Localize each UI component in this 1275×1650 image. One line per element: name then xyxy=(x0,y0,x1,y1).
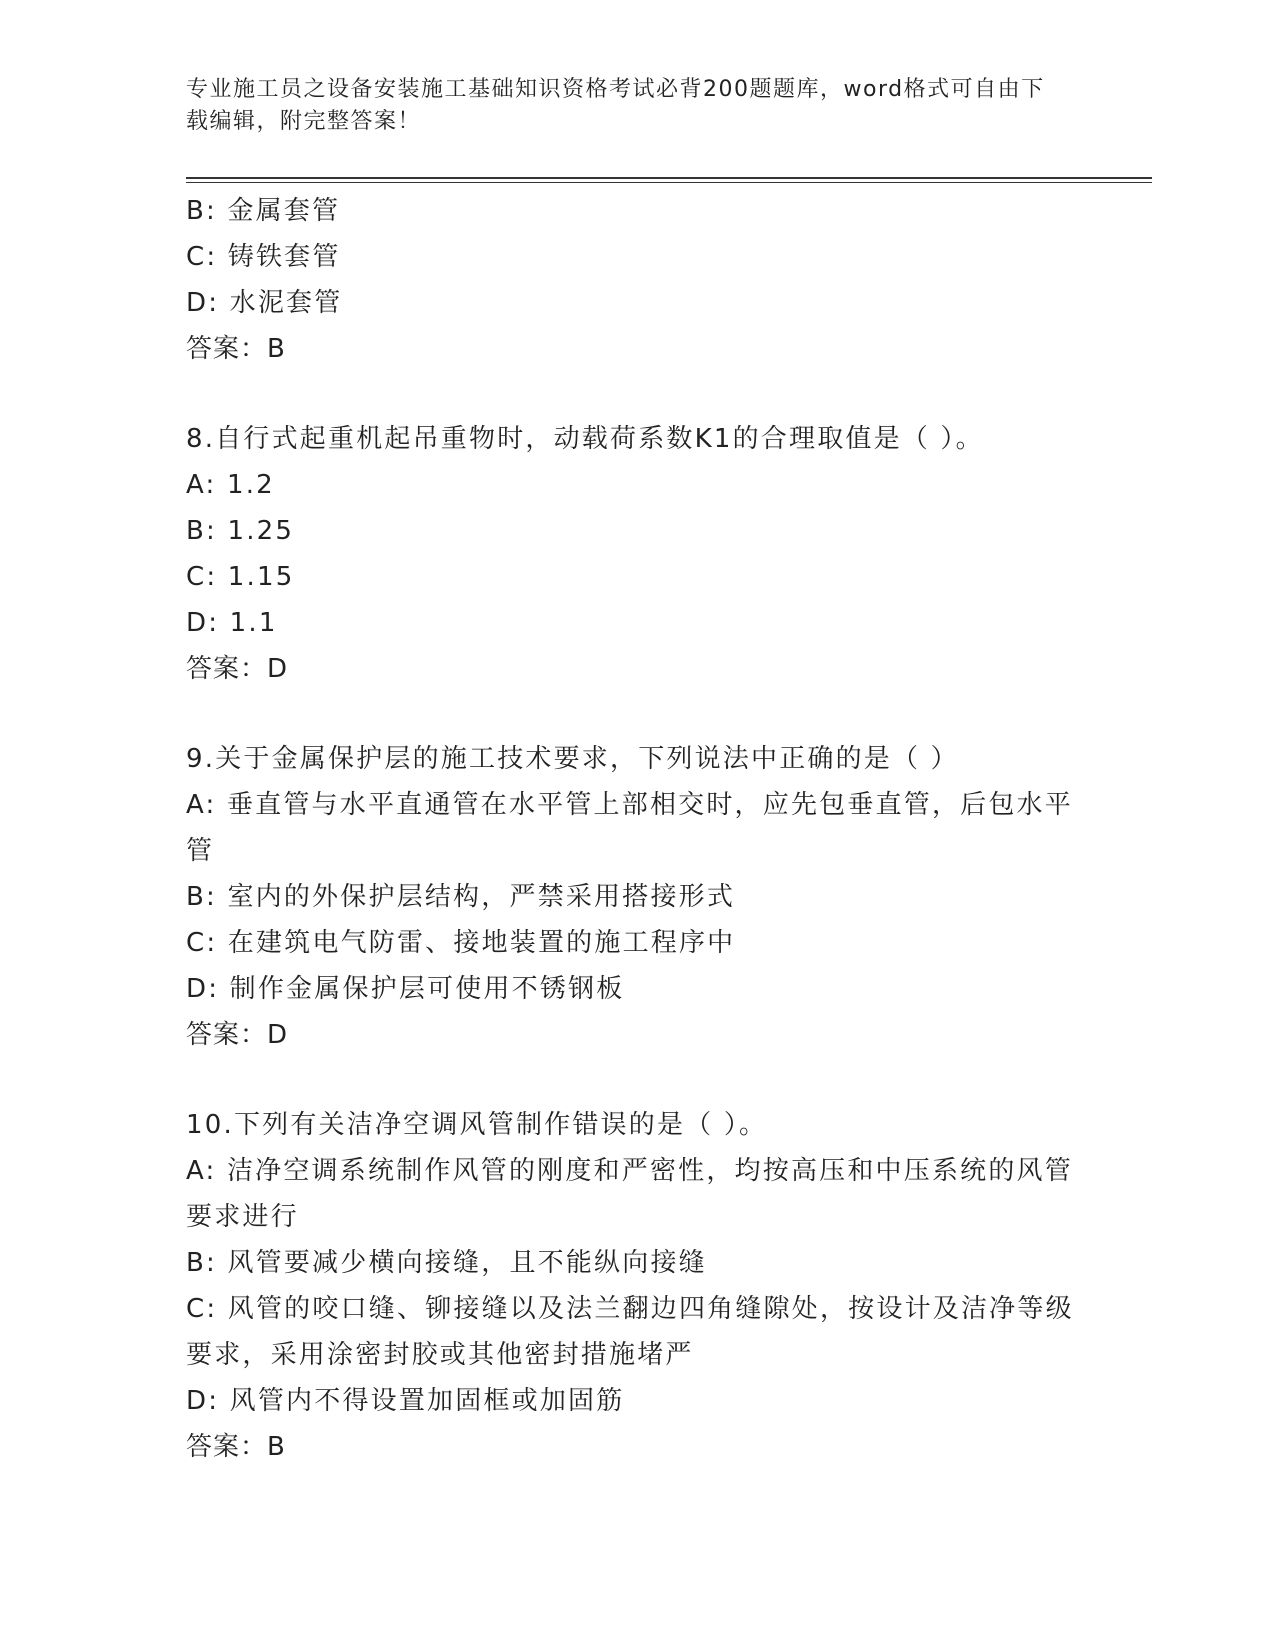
option-c: C: 1.15 xyxy=(186,562,295,592)
option-a: A: 洁净空调系统制作风管的刚度和严密性，均按高压和中压系统的风管要求进行 xyxy=(186,1156,1073,1232)
header-divider xyxy=(186,177,1152,183)
question-block-7-partial xyxy=(186,188,1086,372)
question-block-10 xyxy=(186,1102,1086,1470)
answer-line: 答案：D xyxy=(186,654,289,684)
option-c: C: 风管的咬口缝、铆接缝以及法兰翻边四角缝隙处，按设计及洁净等级要求，采用涂密封胶或其他密封措施堵严 xyxy=(186,1294,1074,1370)
option-a: A: 1.2 xyxy=(186,470,275,500)
option-c: C: 在建筑电气防雷、接地装置的施工程序中 xyxy=(186,928,736,958)
answer-line: 答案：D xyxy=(186,1020,289,1050)
answer-line: 答案：B xyxy=(186,1432,286,1462)
question-block-8 xyxy=(186,416,1086,692)
option-c: C: 铸铁套管 xyxy=(186,242,341,272)
option-d: D: 风管内不得设置加固框或加固筋 xyxy=(186,1386,625,1416)
spacer xyxy=(186,692,1086,736)
spacer xyxy=(186,372,1086,416)
question-list xyxy=(186,188,1086,1470)
option-d: D: 制作金属保护层可使用不锈钢板 xyxy=(186,974,625,1004)
spacer xyxy=(186,1058,1086,1102)
option-b: B: 风管要减少横向接缝，且不能纵向接缝 xyxy=(186,1248,707,1278)
question-title: 10.下列有关洁净空调风管制作错误的是（ ）。 xyxy=(186,1110,768,1140)
question-title: 8.自行式起重机起吊重物时，动载荷系数K1的合理取值是（ ）。 xyxy=(186,424,984,454)
question-block-9 xyxy=(186,736,1086,1058)
option-b: B: 金属套管 xyxy=(186,196,341,226)
option-d: D: 水泥套管 xyxy=(186,288,343,318)
option-a: A: 垂直管与水平直通管在水平管上部相交时，应先包垂直管，后包水平管 xyxy=(186,790,1073,866)
option-b: B: 室内的外保护层结构，严禁采用搭接形式 xyxy=(186,882,736,912)
option-d: D: 1.1 xyxy=(186,608,278,638)
question-title: 9.关于金属保护层的施工技术要求，下列说法中正确的是（ ） xyxy=(186,744,959,774)
option-b: B: 1.25 xyxy=(186,516,295,546)
answer-line: 答案：B xyxy=(186,334,286,364)
page-header: 专业施工员之设备安装施工基础知识资格考试必背200题题库，word格式可自由下载编辑，附完整答案！ xyxy=(186,77,1045,134)
